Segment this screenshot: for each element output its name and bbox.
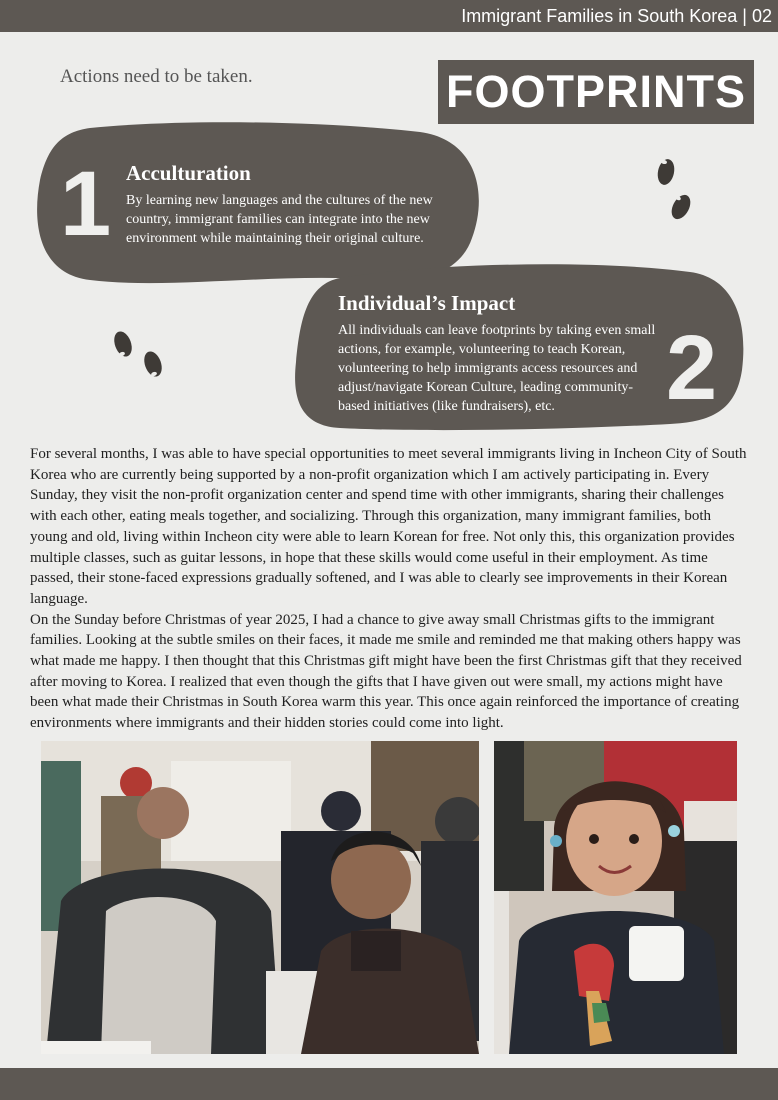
article-paragraph: For several months, I was able to have special opportunities to meet several immigrants living in Incheon City of South Korea who are currently being supported by a non-profit organization which I am actively participating in. Every Sunday, they visit the non-profit organization center and spend time with other immigrants, sharing their challenges with each other, eating meals together, and socializing. Through this organization, many immigrant families, both young and old, living within Incheon city were able to learn Korean for free. Not only this, this organization provides multiple classes, such as guitar lessons, in hope that these skills would come useful in their employment. As time passed, their stone-faced expressions gradually softened, and I was able to clearly see improvements in their Korean language. [30, 446, 747, 607]
article-paragraph: On the Sunday before Christmas of year 2025, I had a chance to give away small Christmas gifts to the immigrant families. Looking at the subtle smiles on their faces, it made me smile and reminded me that making others happy was what made me happy. I then thought that this Christmas gift might have been the first Christmas gift that they received after moving to Korea. I realized that even though the gifts that I have given out were small, my actions might have been what made their Christmas in South Korea warm this year. This once again reinforced the importance of creating environments where immigrants and their hidden stories could come into light. [30, 611, 742, 732]
card-1-number: 1 [60, 153, 112, 255]
card-2-line: volunteering to help immigrants access resources and [338, 361, 638, 376]
card-1-line: country, immigrant families can integrate into the new [126, 212, 430, 227]
footprints-icon [652, 156, 694, 228]
card-2-body [338, 321, 678, 416]
article [30, 444, 750, 734]
footer-bar [0, 1068, 778, 1100]
card-1-line: environment while maintaining their original culture. [126, 231, 424, 246]
card-2-line: based initiatives (like fundraisers), etc. [338, 399, 555, 414]
card-2-title: Individual’s Impact [338, 291, 516, 315]
card-2-line: actions, for example, volunteering to teach Korean, [338, 342, 626, 357]
photo-girl-with-gift [494, 741, 737, 1054]
card-1-title: Acculturation [126, 161, 251, 185]
subtitle: Actions need to be taken. [60, 66, 253, 87]
page-title: FOOTPRINTS [438, 60, 754, 124]
card-2-line: adjust/navigate Korean Culture, leading community- [338, 380, 634, 395]
photo-immigrant-class [41, 741, 479, 1054]
running-header: Immigrant Families in South Korea | 02 [0, 0, 778, 32]
card-1-body [126, 191, 466, 248]
card-1-line: By learning new languages and the cultures of the new [126, 193, 433, 208]
card-2-line: All individuals can leave footprints by taking even small [338, 323, 656, 338]
footprints-icon [110, 328, 168, 384]
card-2-number: 2 [666, 317, 718, 419]
